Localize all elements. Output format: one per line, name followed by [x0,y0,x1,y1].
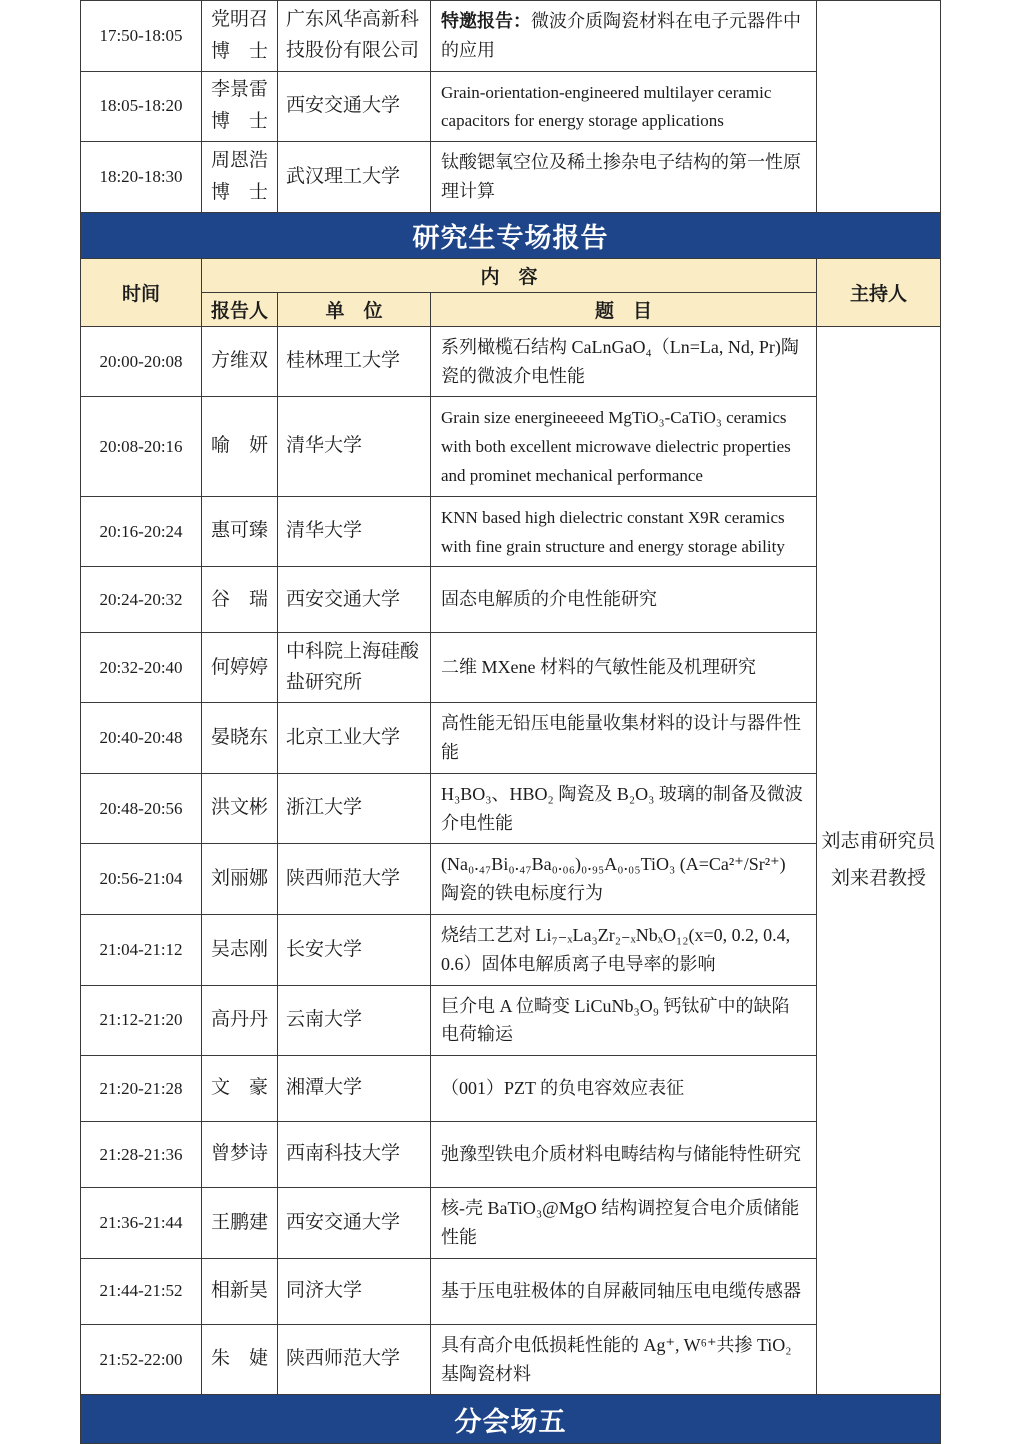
affiliation-cell: 陕西师范大学 [278,1324,431,1395]
time-cell: 21:52-22:00 [81,1324,202,1395]
speaker-cell: 喻 妍 [202,397,278,496]
time-cell: 21:04-21:12 [81,914,202,985]
time-cell: 20:48-20:56 [81,773,202,844]
host-cell [817,326,941,1395]
host-name: 刘志甫研究员 [821,831,936,853]
session-banner-row [81,212,941,258]
schedule-table [80,0,941,1444]
time-cell: 20:16-20:24 [81,496,202,567]
footer-banner: 分会场五 [81,1395,941,1444]
speaker-cell [202,71,278,142]
title-prefix: 特邀报告： [441,11,531,31]
header-time: 时间 [81,258,202,326]
table-row [81,1188,941,1259]
speaker-cell: 何婷婷 [202,633,278,703]
title-cell: 核-壳 BaTiO₃@MgO 结构调控复合电介质储能性能 [431,1188,817,1259]
table-row [81,567,941,633]
table-row [81,985,941,1056]
title-cell: （001）PZT 的负电容效应表征 [431,1056,817,1122]
header-affiliation: 单 位 [278,292,431,326]
title-cell [431,397,817,496]
title-cell [431,71,817,142]
time-cell: 21:44-21:52 [81,1258,202,1324]
affiliation-cell: 武汉理工大学 [278,142,431,213]
affiliation-cell: 西安交通大学 [278,1188,431,1259]
table-row [81,1,941,72]
speaker-degree: 博 士 [210,40,268,62]
speaker-cell: 刘丽娜 [202,844,278,915]
header-speaker: 报告人 [202,292,278,326]
time-cell: 21:36-21:44 [81,1188,202,1259]
title-text: 微波介质陶瓷材料在电子元器件中的应用 [441,11,801,60]
time-cell: 18:05-18:20 [81,71,202,142]
title-text: Grain-orientation-engineered multilayer ceramic capacitors for energy storage applications [441,82,772,131]
title-cell: H₃BO₃、HBO₂ 陶瓷及 B₂O₃ 玻璃的制备及微波介电性能 [431,773,817,844]
title-cell: 基于压电驻极体的自屏蔽同轴压电电缆传感器 [431,1258,817,1324]
speaker-cell: 王鹏建 [202,1188,278,1259]
footer-banner-row [81,1395,941,1444]
affiliation-cell: 西安交通大学 [278,567,431,633]
speaker-cell: 洪文彬 [202,773,278,844]
affiliation-cell: 浙江大学 [278,773,431,844]
header-host: 主持人 [817,258,941,326]
table-row [81,773,941,844]
speaker-cell: 相新昊 [202,1258,278,1324]
affiliation-cell: 广东风华高新科技股份有限公司 [278,1,431,72]
time-cell: 18:20-18:30 [81,142,202,213]
table-row [81,326,941,397]
affiliation-cell: 西南科技大学 [278,1122,431,1188]
speaker-cell: 方维双 [202,326,278,397]
table-row [81,1258,941,1324]
title-text: Grain size energineeeed MgTiO₃-CaTiO₃ ceramics with both excellent microwave dielectric properties and prominet mechanical performance [441,408,791,485]
title-text: KNN based high dielectric constant X9R ceramics with fine grain structure and energy storage ability [441,507,785,556]
time-cell: 20:00-20:08 [81,326,202,397]
title-cell: 系列橄榄石结构 CaLnGaO₄（Ln=La, Nd, Pr)陶瓷的微波介电性能 [431,326,817,397]
title-cell: (Na₀.₄₇Bi₀.₄₇Ba₀.₀₆)₀.₉₅A₀.₀₅TiO₃ (A=Ca²⁺/Sr²⁺) 陶瓷的铁电标度行为 [431,844,817,915]
time-cell: 20:40-20:48 [81,703,202,774]
session-banner: 研究生专场报告 [81,212,941,258]
host-cell-empty [817,1,941,213]
speaker-name: 李景雷 [210,79,268,101]
table-row [81,1122,941,1188]
speaker-name: 周恩浩 [210,149,268,171]
speaker-cell: 谷 瑞 [202,567,278,633]
time-cell: 21:28-21:36 [81,1122,202,1188]
affiliation-cell: 陕西师范大学 [278,844,431,915]
time-cell: 21:12-21:20 [81,985,202,1056]
affiliation-cell: 北京工业大学 [278,703,431,774]
affiliation-cell: 西安交通大学 [278,71,431,142]
table-row [81,397,941,496]
affiliation-cell: 中科院上海硅酸盐研究所 [278,633,431,703]
table-row [81,71,941,142]
title-cell [431,1,817,72]
time-cell: 20:24-20:32 [81,567,202,633]
table-row [81,914,941,985]
speaker-degree: 博 士 [210,181,268,203]
affiliation-cell: 云南大学 [278,985,431,1056]
affiliation-cell: 长安大学 [278,914,431,985]
speaker-cell: 文 豪 [202,1056,278,1122]
affiliation-cell: 同济大学 [278,1258,431,1324]
time-cell: 20:08-20:16 [81,397,202,496]
table-row [81,633,941,703]
table-row [81,703,941,774]
affiliation-cell: 桂林理工大学 [278,326,431,397]
title-cell: 烧结工艺对 Li₇₋ₓLa₃Zr₂₋ₓNbₓO₁₂(x=0, 0.2, 0.4, 0.6）固体电解质离子电导率的影响 [431,914,817,985]
affiliation-cell: 清华大学 [278,397,431,496]
affiliation-cell: 湘潭大学 [278,1056,431,1122]
table-row [81,496,941,567]
title-cell: 具有高介电低损耗性能的 Ag⁺, W⁶⁺共掺 TiO₂ 基陶瓷材料 [431,1324,817,1395]
title-cell: 高性能无铅压电能量收集材料的设计与器件性能 [431,703,817,774]
speaker-cell: 高丹丹 [202,985,278,1056]
table-row [81,142,941,213]
affiliation-cell: 清华大学 [278,496,431,567]
title-cell [431,142,817,213]
title-cell: 弛豫型铁电介质材料电畴结构与储能特性研究 [431,1122,817,1188]
header-row [81,292,941,326]
speaker-cell: 惠可臻 [202,496,278,567]
speaker-cell: 晏晓东 [202,703,278,774]
time-cell: 20:32-20:40 [81,633,202,703]
title-cell [431,496,817,567]
header-title: 题 目 [431,292,817,326]
speaker-cell: 曾梦诗 [202,1122,278,1188]
speaker-cell: 吴志刚 [202,914,278,985]
speaker-cell [202,142,278,213]
title-cell: 二维 MXene 材料的气敏性能及机理研究 [431,633,817,703]
title-text: 钛酸锶氧空位及稀土掺杂电子结构的第一性原理计算 [441,152,801,201]
time-cell: 21:20-21:28 [81,1056,202,1122]
speaker-name: 党明召 [210,8,268,30]
speaker-cell [202,1,278,72]
header-content: 内 容 [202,258,817,292]
time-cell: 17:50-18:05 [81,1,202,72]
schedule-sheet [80,0,940,1444]
time-cell: 20:56-21:04 [81,844,202,915]
table-row [81,844,941,915]
title-cell: 巨介电 A 位畸变 LiCuNb₃O₉ 钙钛矿中的缺陷电荷输运 [431,985,817,1056]
header-row [81,258,941,292]
table-row [81,1324,941,1395]
table-row [81,1056,941,1122]
speaker-degree: 博 士 [210,111,268,133]
host-name: 刘来君教授 [830,867,926,889]
title-cell: 固态电解质的介电性能研究 [431,567,817,633]
speaker-cell: 朱 婕 [202,1324,278,1395]
